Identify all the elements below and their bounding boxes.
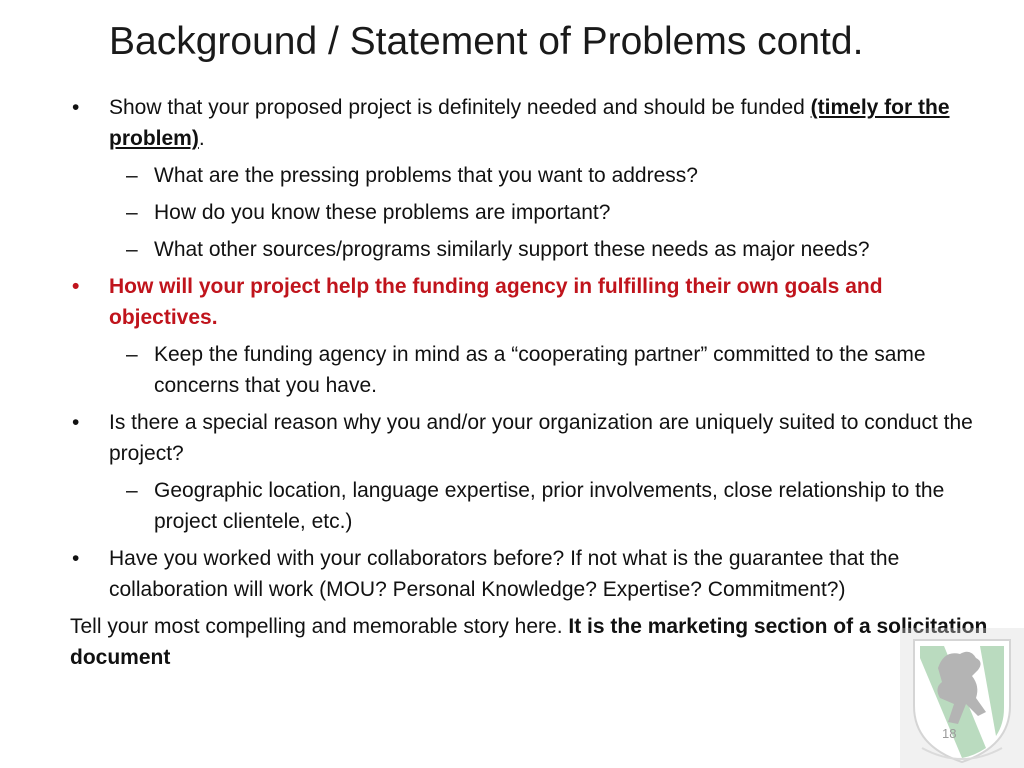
bullet-item	[70, 407, 990, 469]
bullet-text: How will your project help the funding agency in fulfilling their own goals and objectives.	[109, 275, 883, 329]
highlighted-bullet-item	[70, 271, 990, 333]
sub-bullet-item	[70, 339, 990, 401]
bullet-item	[70, 543, 990, 605]
sub-bullet-text: What other sources/programs similarly support these needs as major needs?	[154, 238, 870, 261]
sub-bullet-item	[70, 234, 990, 265]
bullet-text: Have you worked with your collaborators before? If not what is the guarantee that the collaboration will work (MOU? Personal Knowledge? Expertise? Commitment?)	[109, 547, 900, 601]
closing-bold-text: It is the marketing section of a solicitation document	[70, 615, 988, 669]
sub-bullet-text: Keep the funding agency in mind as a “cooperating partner” committed to the same concerns that you have.	[154, 343, 926, 397]
sub-bullet-item	[70, 160, 990, 191]
dash-marker: –	[126, 479, 138, 502]
slide-body	[70, 92, 990, 673]
crest-logo-icon	[900, 628, 1024, 768]
bullet-dot: •	[72, 411, 80, 434]
bullet-dot: •	[72, 96, 80, 119]
closing-statement	[70, 611, 990, 673]
sub-bullet-item	[70, 475, 990, 537]
bullet-dot: •	[72, 275, 80, 298]
bullet-item	[70, 92, 990, 154]
dash-marker: –	[126, 238, 138, 261]
bullet-dot: •	[72, 547, 80, 570]
dash-marker: –	[126, 164, 138, 187]
sub-bullet-text: What are the pressing problems that you want to address?	[154, 164, 698, 187]
sub-bullet-item	[70, 197, 990, 228]
page-number: 18	[942, 726, 957, 741]
bullet-text: Show that your proposed project is definitely needed and should be funded	[109, 96, 811, 119]
dash-marker: –	[126, 343, 138, 366]
bullet-text: Is there a special reason why you and/or your organization are uniquely suited to conduct the project?	[109, 411, 973, 465]
bullet-end: .	[198, 127, 205, 150]
bullet-emphasis: (timely for the problem)	[109, 96, 950, 150]
slide-title: Background / Statement of Problems contd.	[109, 20, 864, 63]
sub-bullet-text: Geographic location, language expertise, prior involvements, close relationship to the project clientele, etc.)	[154, 479, 945, 533]
sub-bullet-text: How do you know these problems are important?	[154, 201, 611, 224]
closing-normal-text: Tell your most compelling and memorable story here.	[70, 615, 569, 638]
dash-marker: –	[126, 201, 138, 224]
